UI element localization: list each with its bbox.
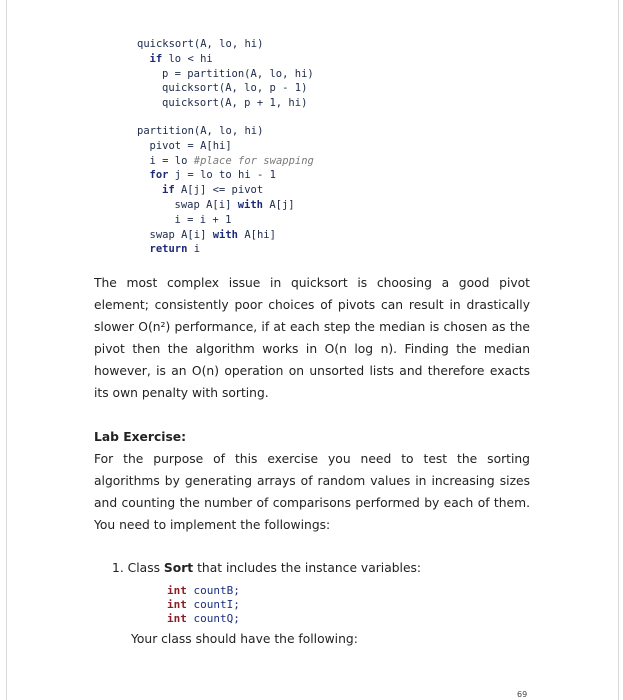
code-text: A[hi]	[238, 228, 276, 241]
code-keyword: if	[162, 184, 175, 197]
variable-type: int	[167, 598, 187, 611]
code-line	[137, 81, 314, 96]
code-keyword: with	[237, 198, 264, 211]
code-line	[137, 139, 314, 154]
code-line	[137, 228, 314, 243]
code-line	[137, 242, 314, 257]
lab-heading: Lab Exercise:	[94, 430, 187, 444]
code-line	[137, 96, 314, 111]
code-text: quicksort(A, lo, p - 1)	[162, 82, 308, 95]
variable-type: int	[167, 612, 187, 625]
lab-paragraph: For the purpose of this exercise you need to test the sorting algorithms by generating arrays of random values in increasing sizes and counting the number of comparisons performed by each of them. You need to implement the followings:	[94, 452, 530, 532]
code-text: quicksort(A, p + 1, hi)	[162, 97, 308, 110]
instance-variable	[167, 584, 240, 598]
code-text: j = lo to hi - 1	[168, 169, 276, 182]
code-text: i	[187, 243, 201, 256]
page-number: 69	[517, 690, 528, 699]
code-text: pivot = A[hi]	[149, 139, 232, 152]
instance-variable	[167, 598, 240, 612]
instance-variable	[167, 612, 240, 626]
instance-variables	[167, 584, 240, 626]
code-text: partition(A, lo, hi)	[137, 125, 264, 137]
class-name: Sort	[163, 561, 194, 575]
lab-section	[94, 426, 530, 536]
code-keyword: return	[149, 243, 188, 256]
variable-type: int	[167, 584, 187, 597]
code-text: lo < hi	[162, 52, 213, 65]
code-text: swap A[i]	[149, 228, 213, 241]
quicksort-pseudocode	[137, 37, 314, 111]
code-text: quicksort(A, lo, hi)	[137, 38, 264, 50]
list-item	[112, 561, 421, 575]
list-number: 1.	[112, 561, 124, 575]
code-keyword: with	[212, 228, 239, 241]
code-line	[137, 168, 314, 183]
code-line	[137, 124, 314, 139]
code-line	[137, 67, 314, 82]
code-comment: #place for swapping	[193, 154, 314, 167]
variable-name: countB;	[193, 584, 240, 597]
code-line	[137, 213, 314, 228]
code-text: A[j]	[263, 198, 295, 211]
variable-name: countQ;	[193, 612, 240, 625]
list-suffix: that includes the instance variables:	[193, 561, 422, 575]
code-line	[137, 52, 314, 67]
code-text: swap A[i]	[174, 198, 238, 211]
intro-paragraph: The most complex issue in quicksort is choosing a good pivot element; consistently poor choices of pivots can result in drastically slower O(n²) performance, if at each step the median is chosen as the pivot then the algorithm works in O(n log n). Finding the median however, is an O(n) operation on unsorted lists and therefore exacts its own penalty with sorting.	[94, 276, 530, 400]
code-text: A[j] <= pivot	[174, 184, 264, 197]
tail-text: Your class should have the following:	[131, 632, 358, 646]
code-text: i = i + 1	[174, 213, 232, 226]
code-keyword: for	[149, 169, 169, 182]
code-line	[137, 183, 314, 198]
code-line	[137, 198, 314, 213]
code-line	[137, 37, 314, 52]
variable-name: countI;	[193, 598, 240, 611]
code-text: i = lo	[149, 154, 194, 167]
code-line	[137, 154, 314, 169]
partition-pseudocode	[137, 124, 314, 257]
code-keyword: if	[149, 52, 163, 65]
list-prefix: Class	[127, 561, 164, 575]
code-text: p = partition(A, lo, hi)	[162, 67, 314, 80]
